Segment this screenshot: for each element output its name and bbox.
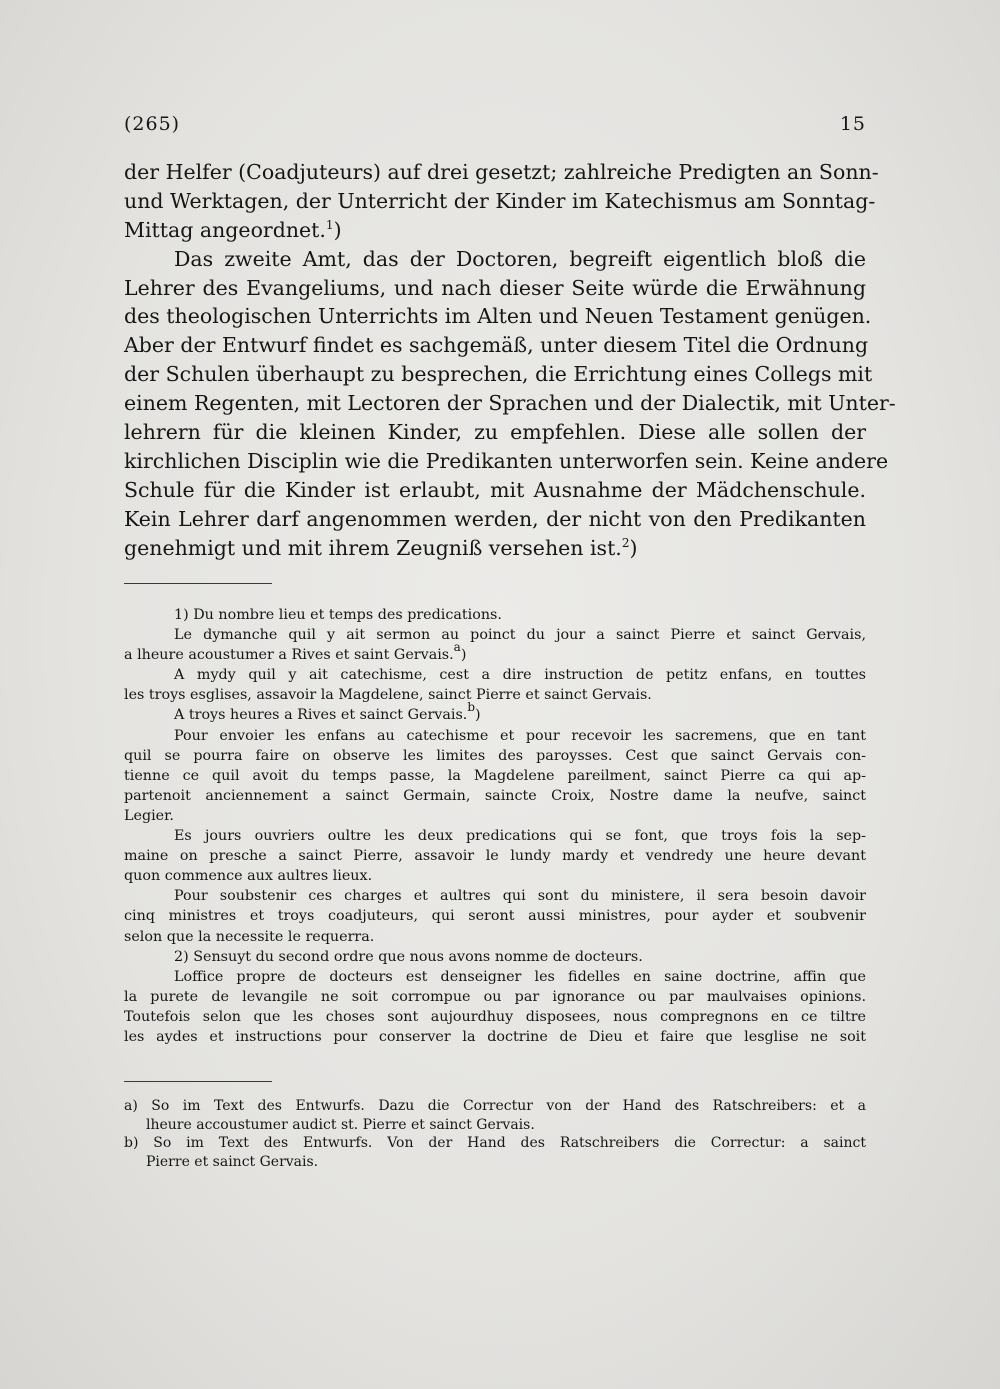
footnote-divider (124, 583, 272, 584)
note-line: les aydes et instructions pour conserver la doctrine de Dieu et faire que lesglise ne soit (124, 1028, 866, 1045)
footnote-ref: a (453, 640, 461, 655)
note-line: cinq ministres et troys coadjuteurs, qui seront aussi ministres, pour ayder et soubvenir (124, 908, 866, 925)
footnote-ref: 2 (621, 535, 630, 550)
main-line: und Werktagen, der Unterricht der Kinder im Katechismus am Sonntag- (124, 188, 876, 213)
main-line: der Helfer (Coadjuteurs) auf drei gesetzt; zahlreiche Predigten an Sonn- (124, 160, 879, 184)
note-line: A mydy quil y ait catechisme, cest a dire instruction de petitz enfans, en touttes (174, 667, 866, 684)
page-header-left: (265) (124, 113, 181, 135)
note-line: tienne ce quil avoit du temps passe, la Magdelene pareilment, sainct Pierre ca qui ap- (124, 767, 866, 784)
main-line: des theologischen Unterrichts im Alten und Neuen Testament genügen. (124, 304, 872, 329)
footnotes-numbered (124, 605, 866, 1047)
footnote-ref: 1 (325, 217, 334, 232)
note-line-text: A troys heures a Rives et sainct Gervais. (174, 707, 468, 724)
main-line-text: Mittag angeordnet. (124, 217, 326, 242)
note-line: la purete de levangile ne soit corrompue ou par ignorance ou par maulvaises opinions. (124, 988, 866, 1005)
main-line: Kein Lehrer darf angenommen werden, der nicht von den Predikanten (124, 506, 866, 531)
note-line: partenoit anciennement a sainct Germain, saincte Croix, Nostre dame la neufve, sainct (124, 787, 866, 804)
note-line (124, 700, 866, 725)
main-line (124, 534, 866, 563)
footnote-line: b) So im Text des Entwurfs. Von der Hand des Ratschreibers die Correctur: a sainct (124, 1135, 866, 1151)
footnote-divider (124, 1081, 272, 1082)
footnote-ref-paren: ) (333, 217, 342, 242)
main-line: lehrern für die kleinen Kinder, zu empfehlen. Diese alle sollen der (124, 420, 866, 445)
note-line-text: a lheure acoustumer a Rives et saint Gervais. (124, 647, 454, 664)
main-line: Lehrer des Evangeliums, und nach dieser Seite würde die Erwähnung (124, 275, 866, 300)
footnote-ref: b (467, 700, 476, 715)
page-header (124, 113, 866, 143)
note-line: quil se pourra faire on observe les limites des paroysses. Cest que sainct Gervais con- (124, 747, 866, 764)
note-line: les troys esglises, assavoir la Magdelene, sainct Pierre et sainct Gervais. (124, 687, 652, 704)
note-line: 1) Du nombre lieu et temps des predications. (174, 607, 502, 623)
footnote-line: Pierre et sainct Gervais. (146, 1153, 319, 1170)
main-line: kirchlichen Disciplin wie die Predikanten unterworfen sein. Keine andere (124, 448, 889, 473)
footnote-ref-paren: ) (460, 647, 467, 664)
main-text (124, 158, 896, 562)
note-line: maine on presche a sainct Pierre, assavoir le lundy mardy et vendredy une heure devant (124, 848, 866, 865)
note-line: Pour envoier les enfans au catechisme et pour recevoir les sacremens, que en tant (174, 727, 866, 744)
main-line: Das zweite Amt, das der Doctoren, begreift eigentlich bloß die (174, 246, 866, 271)
note-line: Toutefois selon que les choses sont aujourdhuy disposees, nous compregnons en ce tiltre (124, 1008, 866, 1025)
note-line: 2) Sensuyt du second ordre que nous avons nomme de docteurs. (174, 948, 643, 965)
note-line: Legier. (124, 807, 174, 824)
note-line: Le dymanche quil y ait sermon au poinct du jour a sainct Pierre et sainct Gervais, (174, 627, 866, 644)
note-line: quon commence aux aultres lieux. (124, 868, 373, 885)
footnote-ref-paren: ) (629, 535, 638, 560)
note-line: selon que la necessite le requerra. (124, 928, 375, 945)
main-line: der Schulen überhaupt zu besprechen, die Errichtung eines Collegs mit (124, 362, 873, 387)
footnote-line: a) So im Text des Entwurfs. Dazu die Correctur von der Hand des Ratschreibers: et a (124, 1098, 866, 1114)
note-line: Pour soubstenir ces charges et aultres qui sont du ministere, il sera besoin davoir (174, 888, 866, 905)
main-line (124, 216, 866, 245)
main-line-text: genehmigt und mit ihrem Zeugniß versehen ist. (124, 535, 622, 560)
note-line: Loffice propre de docteurs est denseigner les fidelles en saine doctrine, affin que (174, 968, 866, 985)
page-number: 15 (839, 113, 866, 135)
main-line: einem Regenten, mit Lectoren der Sprachen und der Dialectik, mit Unter- (124, 391, 896, 416)
main-line: Aber der Entwurf findet es sachgemäß, unter diesem Titel die Ordnung (124, 333, 869, 358)
footnote-ref-paren: ) (475, 707, 481, 724)
note-line: Es jours ouvriers oultre les deux predications qui se font, que troys fois la sep- (174, 828, 866, 845)
footnote-line: lheure accoustumer audict st. Pierre et sainct Gervais. (146, 1116, 535, 1133)
main-line: Schule für die Kinder ist erlaubt, mit Ausnahme der Mädchenschule. (124, 477, 866, 502)
note-line (124, 640, 866, 665)
footnotes-lettered (124, 1097, 866, 1171)
